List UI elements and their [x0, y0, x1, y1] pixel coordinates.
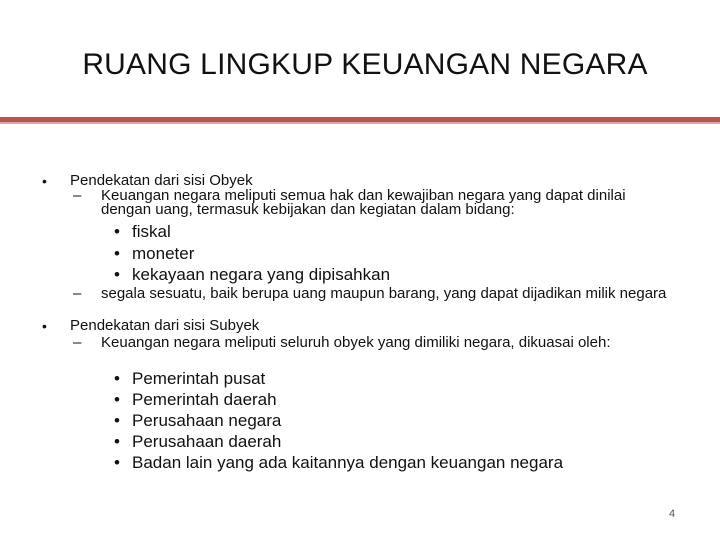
subyek-item-badan-lain: Badan lain yang ada kaitannya dengan keuangan negara — [132, 453, 564, 472]
subyek-item-pemerintah-daerah: Pemerintah daerah — [132, 390, 277, 409]
obyek-point-1-text: Keuangan negara meliputi semua hak dan kewajiban negara yang dapat dinilai dengan uang, termasuk kebijakan dan kegiatan dalam bidang: — [101, 187, 626, 218]
bullet: • — [114, 411, 120, 430]
obyek-item-moneter: moneter — [132, 244, 195, 263]
list-item — [114, 244, 194, 264]
slide-title: RUANG LINGKUP KEUANGAN NEGARA — [82, 48, 648, 81]
obyek-heading: Pendekatan dari sisi Obyek — [70, 172, 253, 189]
obyek-item-fiskal: fiskal — [132, 222, 171, 241]
list-item — [114, 411, 281, 431]
dash: – — [73, 334, 82, 351]
subyek-point-1-text: Keuangan negara meliputi seluruh obyek yang dimiliki negara, dikuasai oleh: — [101, 334, 611, 351]
subyek-item-perusahaan-negara: Perusahaan negara — [132, 411, 282, 430]
bullet: • — [114, 369, 120, 388]
subyek-point-1 — [73, 336, 673, 350]
bullet: • — [114, 453, 120, 472]
bullet: • — [114, 244, 120, 263]
list-item — [114, 453, 563, 473]
bullet: • — [42, 318, 47, 334]
bullet: • — [42, 173, 47, 189]
dash: – — [73, 285, 82, 302]
obyek-item-kekayaan: kekayaan negara yang dipisahkan — [132, 265, 391, 284]
obyek-point-2 — [73, 287, 673, 301]
obyek-point-1 — [73, 189, 673, 217]
bullet: • — [114, 265, 120, 284]
list-item — [114, 222, 171, 242]
bullet: • — [114, 432, 120, 451]
subyek-item-pemerintah-pusat: Pemerintah pusat — [132, 369, 266, 388]
obyek-point-2-text: segala sesuatu, baik berupa uang maupun barang, yang dapat dijadikan milik negara — [101, 285, 667, 302]
list-item — [114, 390, 277, 410]
dash: – — [73, 187, 82, 204]
bullet: • — [114, 390, 120, 409]
list-item — [114, 432, 281, 452]
list-item — [114, 265, 390, 285]
bullet: • — [114, 222, 120, 241]
list-item — [114, 369, 265, 389]
subyek-item-perusahaan-daerah: Perusahaan daerah — [132, 432, 282, 451]
subyek-heading: Pendekatan dari sisi Subyek — [70, 317, 260, 334]
title-divider-shadow — [0, 122, 720, 124]
page-number: 4 — [669, 508, 676, 520]
